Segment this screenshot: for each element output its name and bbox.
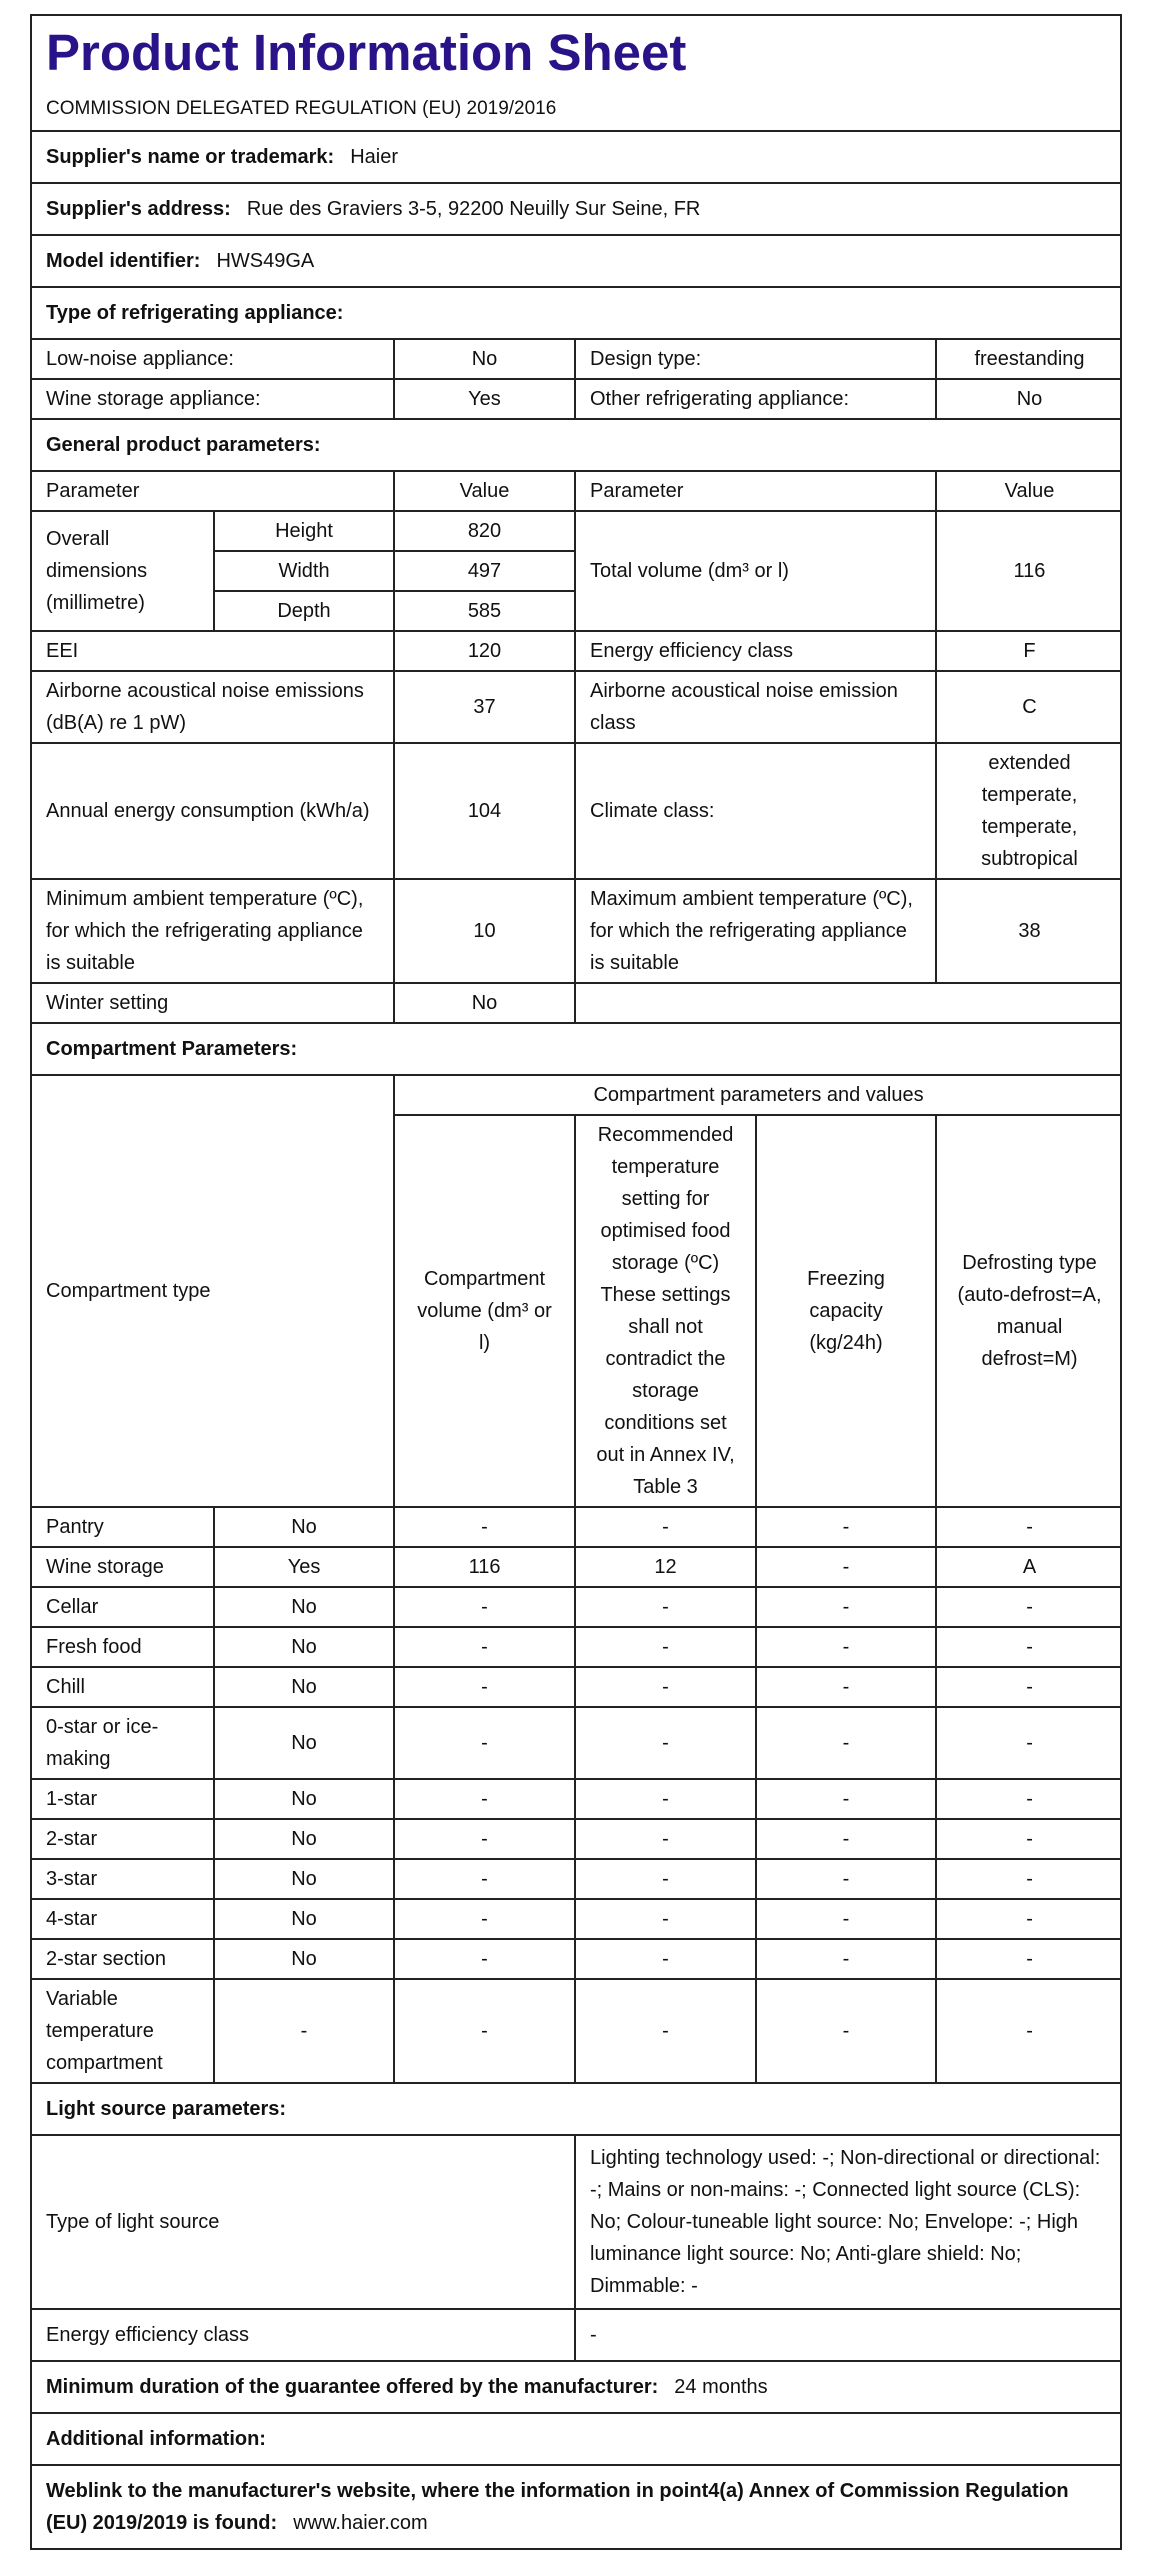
compartment-freezing: - [756, 1979, 936, 2083]
compartment-defrost: - [936, 1779, 1122, 1819]
compartment-volume: - [394, 1627, 575, 1667]
compartment-present: - [214, 1979, 394, 2083]
compartment-freezing: - [756, 1667, 936, 1707]
compartment-temp: - [575, 1899, 756, 1939]
low-noise-label: Low-noise appliance: [32, 340, 394, 379]
compartment-volume-header: Compartment volume (dm³ or l) [394, 1115, 575, 1507]
compartment-name: 0-star or ice-making [32, 1707, 214, 1779]
design-type-value: freestanding [936, 340, 1122, 379]
supplier-name-label: Supplier's name or trademark: [46, 146, 335, 168]
general-section-heading: General product parameters: [32, 419, 1122, 471]
climate-class-label: Climate class: [575, 743, 936, 879]
compartment-name: Fresh food [32, 1627, 214, 1667]
compartment-defrost: - [936, 1587, 1122, 1627]
model-identifier-value: HWS49GA [216, 250, 315, 272]
climate-class-value: extended temperate, temperate, subtropical [936, 743, 1122, 879]
table-row [32, 1507, 1122, 1547]
compartment-temp: - [575, 1859, 756, 1899]
table-row [32, 1667, 1122, 1707]
compartment-present: No [214, 1899, 394, 1939]
compartment-params-header: Compartment parameters and values [394, 1076, 1122, 1115]
page-title: Product Information Sheet [46, 24, 687, 81]
compartment-name: 4-star [32, 1899, 214, 1939]
value-header: Value [394, 472, 575, 511]
supplier-name-cell [32, 132, 1120, 183]
compartment-present: Yes [214, 1547, 394, 1587]
additional-info-heading: Additional information: [32, 2413, 1120, 2465]
design-type-label: Design type: [575, 340, 936, 379]
compartment-name: Chill [32, 1667, 214, 1707]
compartment-temp: - [575, 1707, 756, 1779]
compartment-freezing: - [756, 1707, 936, 1779]
table-row [32, 1979, 1122, 2083]
wine-storage-label: Wine storage appliance: [32, 379, 394, 419]
regulation-subtitle: COMMISSION DELEGATED REGULATION (EU) 2019/2016 [46, 98, 557, 119]
compartment-name: Pantry [32, 1507, 214, 1547]
table-row [32, 1707, 1122, 1779]
compartment-temp: - [575, 1819, 756, 1859]
compartment-freezing: - [756, 1899, 936, 1939]
compartment-defrost: - [936, 1979, 1122, 2083]
compartment-defrost: - [936, 1939, 1122, 1979]
winter-setting-value: No [394, 983, 575, 1023]
compartment-defrost: - [936, 1667, 1122, 1707]
compartment-table [32, 1076, 1122, 2136]
other-appliance-value: No [936, 379, 1122, 419]
compartment-freezing: - [756, 1939, 936, 1979]
model-identifier-label: Model identifier: [46, 250, 201, 272]
empty-cell [575, 983, 1122, 1023]
energy-class-value: F [936, 631, 1122, 671]
overall-dimensions-label: Overall dimensions (millimetre) [32, 511, 214, 631]
width-value: 497 [394, 551, 575, 591]
low-noise-value: No [394, 340, 575, 379]
parameter-header: Parameter [32, 472, 394, 511]
type-section-heading: Type of refrigerating appliance: [32, 287, 1120, 339]
compartment-volume: - [394, 1979, 575, 2083]
compartment-temp: - [575, 1979, 756, 2083]
compartment-freezing: - [756, 1819, 936, 1859]
compartment-freezing: - [756, 1507, 936, 1547]
compartment-defrost: - [936, 1507, 1122, 1547]
recommended-temp-header: Recommended temperature setting for optimised food storage (ºC) These settings shall not contradict the storage conditions set out in Annex IV, Table 3 [575, 1115, 756, 1507]
supplier-address-cell [32, 183, 1120, 235]
compartment-name: Variable temperature compartment [32, 1979, 214, 2083]
compartment-temp: - [575, 1779, 756, 1819]
compartment-freezing: - [756, 1859, 936, 1899]
eei-value: 120 [394, 631, 575, 671]
table-row [32, 1899, 1122, 1939]
weblink-label: Weblink to the manufacturer's website, where the information in point4(a) Annex of Commission Regulation (EU) 2019/2019 is found: [46, 2480, 1069, 2534]
compartment-section-heading: Compartment Parameters: [32, 1023, 1122, 1075]
parameter-header-2: Parameter [575, 472, 936, 511]
compartment-present: No [214, 1939, 394, 1979]
compartment-name: 1-star [32, 1779, 214, 1819]
light-energy-class-value: - [575, 2309, 1122, 2361]
noise-class-label: Airborne acoustical noise emission class [575, 671, 936, 743]
table-row [32, 1859, 1122, 1899]
depth-value: 585 [394, 591, 575, 631]
compartment-temp: - [575, 1939, 756, 1979]
compartment-present: No [214, 1707, 394, 1779]
supplier-address-label: Supplier's address: [46, 198, 231, 220]
compartment-defrost: - [936, 1627, 1122, 1667]
light-source-type-value: Lighting technology used: -; Non-directional or directional: -; Mains or non-mains: -; Connected light source (CLS): No; Colour-tuneable light source: No; Envelope: -; High luminance light source: No; Anti-glare shield: No; Dimmable: - [575, 2136, 1122, 2309]
total-volume-value: 116 [936, 511, 1122, 631]
table-row [32, 1779, 1122, 1819]
compartment-volume: - [394, 1859, 575, 1899]
compartment-name: Wine storage [32, 1547, 214, 1587]
annual-energy-label: Annual energy consumption (kWh/a) [32, 743, 394, 879]
noise-class-value: C [936, 671, 1122, 743]
compartment-defrost: - [936, 1899, 1122, 1939]
compartment-volume: - [394, 1587, 575, 1627]
general-parameters-table [32, 472, 1122, 1076]
compartment-present: No [214, 1819, 394, 1859]
compartment-present: No [214, 1627, 394, 1667]
compartment-type-header: Compartment type [32, 1076, 394, 1507]
min-temp-label: Minimum ambient temperature (ºC), for which the refrigerating appliance is suitable [32, 879, 394, 983]
title-block [32, 16, 1120, 132]
compartment-present: No [214, 1507, 394, 1547]
other-appliance-label: Other refrigerating appliance: [575, 379, 936, 419]
guarantee-value: 24 months [674, 2376, 768, 2398]
height-value: 820 [394, 511, 575, 551]
supplier-name-value: Haier [350, 146, 398, 168]
weblink-cell [32, 2465, 1120, 2548]
table-row [32, 1819, 1122, 1859]
compartment-defrost: - [936, 1819, 1122, 1859]
compartment-temp: - [575, 1627, 756, 1667]
compartment-freezing: - [756, 1587, 936, 1627]
compartment-defrost: - [936, 1707, 1122, 1779]
light-source-type-label: Type of light source [32, 2136, 575, 2309]
defrosting-type-header: Defrosting type (auto-defrost=A, manual defrost=M) [936, 1115, 1122, 1507]
total-volume-label: Total volume (dm³ or l) [575, 511, 936, 631]
eei-label: EEI [32, 631, 394, 671]
compartment-present: No [214, 1779, 394, 1819]
product-information-sheet [30, 14, 1122, 2550]
compartment-temp: - [575, 1667, 756, 1707]
guarantee-cell [32, 2362, 1120, 2413]
annual-energy-value: 104 [394, 743, 575, 879]
freezing-capacity-header: Freezing capacity (kg/24h) [756, 1115, 936, 1507]
table-row [32, 1627, 1122, 1667]
compartment-freezing: - [756, 1547, 936, 1587]
compartment-present: No [214, 1587, 394, 1627]
model-identifier-cell [32, 235, 1120, 287]
min-temp-value: 10 [394, 879, 575, 983]
weblink-value[interactable]: www.haier.com [293, 2512, 428, 2534]
supplier-table [32, 132, 1120, 340]
compartment-present: No [214, 1859, 394, 1899]
compartment-volume: 116 [394, 1547, 575, 1587]
energy-class-label: Energy efficiency class [575, 631, 936, 671]
width-label: Width [214, 551, 394, 591]
appliance-type-table [32, 340, 1122, 472]
compartment-volume: - [394, 1667, 575, 1707]
table-row [32, 1939, 1122, 1979]
compartment-rows [32, 1507, 1122, 2083]
light-source-table [32, 2136, 1122, 2362]
max-temp-value: 38 [936, 879, 1122, 983]
table-row [32, 1587, 1122, 1627]
compartment-name: 2-star section [32, 1939, 214, 1979]
depth-label: Depth [214, 591, 394, 631]
compartment-volume: - [394, 1899, 575, 1939]
compartment-present: No [214, 1667, 394, 1707]
compartment-temp: - [575, 1507, 756, 1547]
compartment-volume: - [394, 1939, 575, 1979]
compartment-name: 3-star [32, 1859, 214, 1899]
compartment-name: Cellar [32, 1587, 214, 1627]
wine-storage-value: Yes [394, 379, 575, 419]
footer-table [32, 2362, 1120, 2548]
compartment-freezing: - [756, 1627, 936, 1667]
compartment-volume: - [394, 1707, 575, 1779]
compartment-name: 2-star [32, 1819, 214, 1859]
compartment-volume: - [394, 1507, 575, 1547]
compartment-volume: - [394, 1779, 575, 1819]
compartment-freezing: - [756, 1779, 936, 1819]
guarantee-label: Minimum duration of the guarantee offered by the manufacturer: [46, 2376, 659, 2398]
max-temp-label: Maximum ambient temperature (ºC), for which the refrigerating appliance is suitable [575, 879, 936, 983]
noise-emissions-value: 37 [394, 671, 575, 743]
value-header-2: Value [936, 472, 1122, 511]
table-row [32, 1547, 1122, 1587]
compartment-temp: 12 [575, 1547, 756, 1587]
winter-setting-label: Winter setting [32, 983, 394, 1023]
noise-emissions-label: Airborne acoustical noise emissions (dB(A) re 1 pW) [32, 671, 394, 743]
light-section-heading: Light source parameters: [32, 2083, 1122, 2135]
light-energy-class-label: Energy efficiency class [32, 2309, 575, 2361]
compartment-defrost: - [936, 1859, 1122, 1899]
compartment-volume: - [394, 1819, 575, 1859]
height-label: Height [214, 511, 394, 551]
compartment-temp: - [575, 1587, 756, 1627]
supplier-address-value: Rue des Graviers 3-5, 92200 Neuilly Sur Seine, FR [246, 198, 701, 220]
compartment-defrost: A [936, 1547, 1122, 1587]
